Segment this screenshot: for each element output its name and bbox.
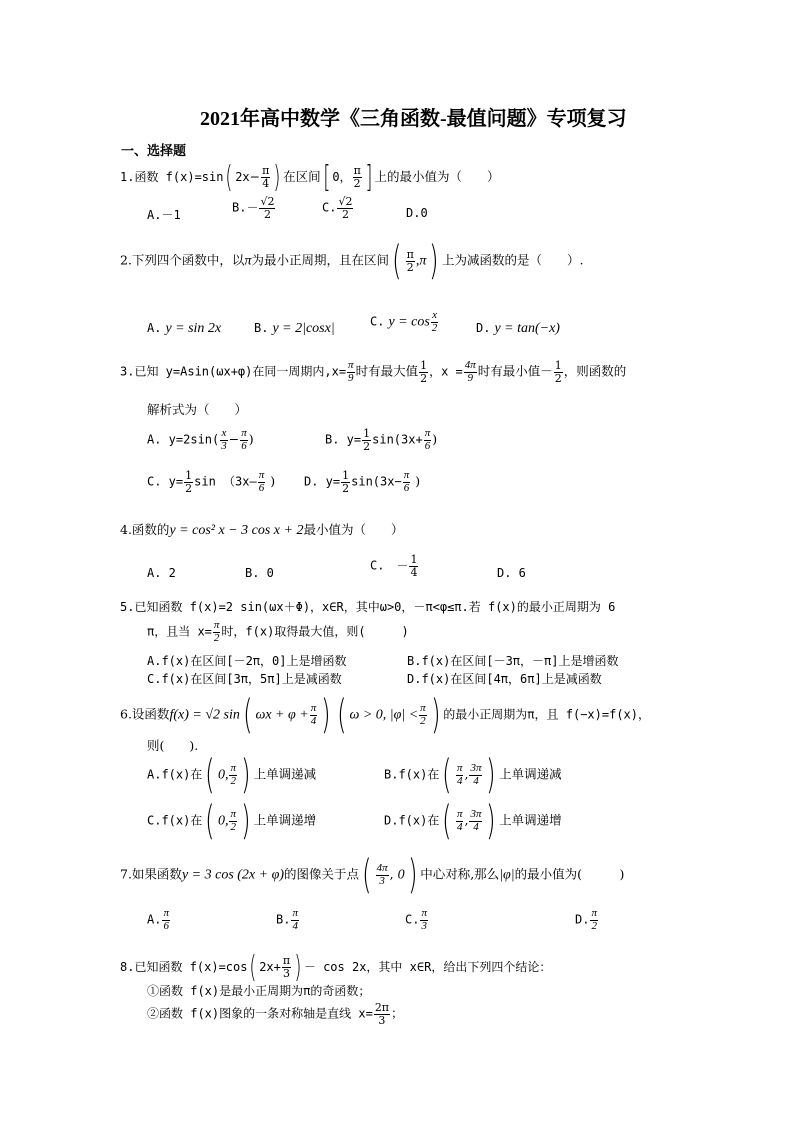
question-5: 5.已知函数 f(x)=2 sin(ωx＋Φ)，x∈R，其中ω>0，－π<φ≤π.若 f(x)的最小正周期为 6 [120,600,616,614]
q3-option-b[interactable]: B. y= $\frac{1}{2}$ sin(3x+ $\frac{\pi}{6}$ ) [325,427,438,453]
q4-option-b[interactable]: B. 0 [245,566,274,580]
question-7: 7.如果函数y = 3 cos (2x + φ)的图像关于点( $\frac{4\pi}{3}$ , 0) 中心对称,那么|φ|的最小值为( ) [120,852,625,898]
q1-option-a[interactable]: A.－1 [147,208,181,222]
question-8: 8.已知函数 f(x)=cos( 2x+ $\frac{\pi}{3}$ ) － cos 2x，其中 x∈R，给出下列四个结论： [120,950,552,985]
q1-option-c[interactable]: C. $\frac{√2}{2}$ [322,195,353,221]
question-6: 6.设函数f(x) = √2 sin( ωx + φ + $\frac{\pi}{4}$ ) ( ω > 0, |φ| < $\frac{\pi}{2}$ ) 的最小正周期为π，且 f(−x)=f(x)， [120,692,650,738]
q5-option-b[interactable]: B.f(x)在区间[－3π，－π]上是增函数 [407,654,619,668]
q1-option-b[interactable]: B.－ $\frac{√2}{2}$ [232,195,275,221]
q8-conclusion-1: ①函数 f(x)是最小正周期为π的奇函数； [147,984,371,998]
q3-option-a[interactable]: A. y=2sin( $\frac{x}{3}$ − $\frac{\pi}{6}$ ) [147,427,254,452]
q8-conclusion-2: ②函数 f(x)图象的一条对称轴是直线 x= $\frac{2\pi}{3}$ ； [147,1001,404,1027]
q4-option-d[interactable]: D. 6 [497,566,526,580]
question-4: 4.函数的y = cos² x − 3 cos x + 2最小值为（ ） [120,522,404,538]
q7-option-a[interactable]: A. $\frac{\pi}{6}$ [147,907,169,932]
q6-option-a[interactable]: A.f(x)在( 0, $\frac{\pi}{2}$ ) 上单调递减 [147,752,317,798]
q2-option-b[interactable]: B. y = 2|cosx| [254,321,335,336]
question-1: 1.函数 f(x)=sin( 2x− $\frac{\pi}{4}$ ) 在区间[ 0， $\frac{\pi}{2}$ ] 上的最小值为（ ） [120,160,500,195]
q1-option-d[interactable]: D.0 [406,206,428,220]
q5-option-a[interactable]: A.f(x)在区间[－2π，0]上是增函数 [147,654,347,668]
q7-option-c[interactable]: C. $\frac{\pi}{3}$ [405,907,427,932]
question-5-line2: π，且当 x= $\frac{\pi}{2}$ 时，f(x)取得最大值，则( ) [147,619,409,644]
q5-option-d[interactable]: D.f(x)在区间[4π，6π]上是减函数 [407,672,602,686]
question-3: 3.已知 y=Asin(ωx+φ)在同一周期内,x= $\frac{\pi}{9}$ 时有最大值 $\frac{1}{2}$ ，x = $\frac{4\pi}{9}$ 时有最小值－ $\frac{1}{2}$ ，则函数的 [120,359,627,385]
q3-option-d[interactable]: D. y= $\frac{1}{2}$ sin(3x− $\frac{\pi}{6}$ ) [304,469,421,495]
q3-option-c[interactable]: C. y= $\frac{1}{2}$ sin （3x— $\frac{\pi}{6}$ ) [147,469,276,495]
section-heading: 一、选择题 [121,144,187,159]
q6-option-b[interactable]: B.f(x)在( $\frac{\pi}{4}$ , $\frac{3\pi}{4}$ ) 上单调递减 [384,752,562,798]
question-6-line2: 则( ). [147,738,199,753]
q5-option-c[interactable]: C.f(x)在区间[3π，5π]上是减函数 [147,672,342,686]
q2-option-a[interactable]: A. y = sin 2x [147,321,222,336]
question-3-line2: 解析式为（ ） [147,402,248,417]
q4-option-c[interactable]: C. － $\frac{1}{4}$ [370,553,418,579]
q2-option-d[interactable]: D. y = tan(−x) [476,321,560,336]
q6-option-c[interactable]: C.f(x)在( 0, $\frac{\pi}{2}$ ) 上单调递增 [147,798,317,844]
question-2: 2.下列四个函数中，以π为最小正周期，且在区间( $\frac{\pi}{2}$ ,π) 上为减函数的是（ ）. [120,238,584,284]
q6-option-d[interactable]: D.f(x)在( $\frac{\pi}{4}$ , $\frac{3\pi}{4}$ ) 上单调递增 [384,798,562,844]
q7-option-d[interactable]: D. $\frac{\pi}{2}$ [575,907,597,932]
page-title: 2021年高中数学《三角函数-最值问题》专项复习 [200,108,627,130]
q2-option-c[interactable]: C. y = cos $\frac{x}{2}$ [370,309,438,334]
q4-option-a[interactable]: A. 2 [147,566,176,580]
q7-option-b[interactable]: B. $\frac{\pi}{4}$ [276,907,298,932]
